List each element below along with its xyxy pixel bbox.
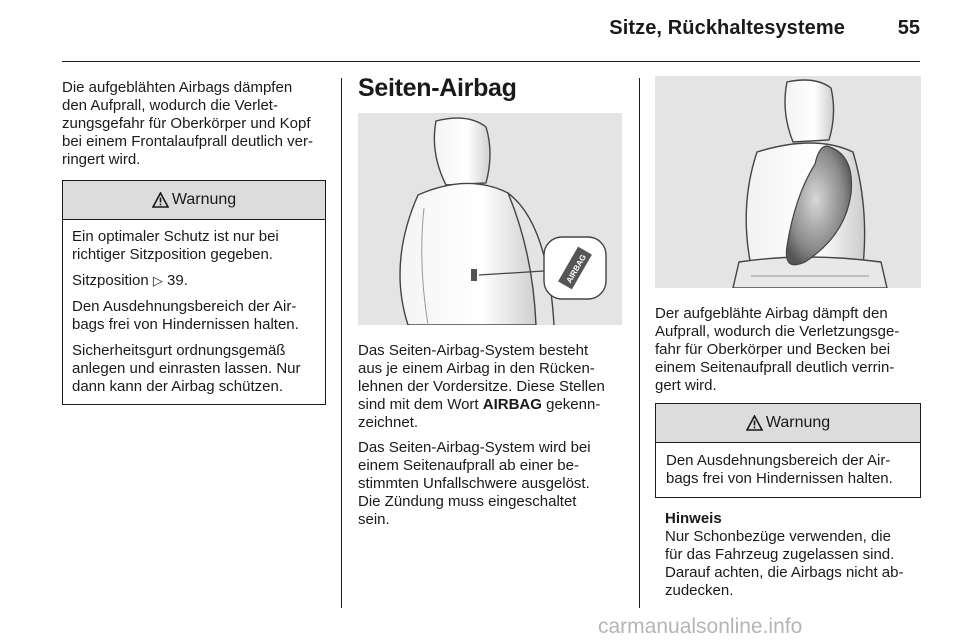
page-number: 55: [897, 17, 920, 39]
warning-title: Warnung: [171, 191, 237, 208]
seat-airbag-label-figure: [358, 113, 622, 325]
seiten-airbag-description: [358, 342, 626, 529]
warning-icon: [152, 192, 169, 208]
warning-paragraph: Den Ausdehnungsbereich der Air- bags frei von Hindernissen halten.: [666, 452, 893, 487]
section-title: Seiten-Airbag: [358, 74, 517, 102]
note-block: [655, 510, 921, 600]
crossref-arrow-icon: ▷: [152, 273, 163, 288]
seat-label-marker: [471, 269, 477, 281]
warning-paragraph: Sicherheitsgurt ordnungsgemäß anlegen und einrasten lassen. Nur dann kann der Airbag schützen.: [72, 342, 301, 395]
warning-body: [63, 220, 325, 404]
airbag-keyword: AIRBAG: [482, 396, 542, 413]
warning-header: [656, 404, 920, 443]
note-paragraph: Nur Schonbezüge verwenden, die für das Fahrzeug zugelassen sind. Darauf achten, die Airbags nicht ab- zudecken.: [665, 528, 904, 599]
figure-airbag-label: AIRBAG: [564, 252, 589, 285]
warning-header: [63, 181, 325, 220]
intro-paragraph: Die aufgeblähten Airbags dämpfen den Aufprall, wodurch die Verlet- zungsgefahr für Oberkörper und Kopf bei einem Frontalaufprall deutlich ver- ringert wird.: [62, 79, 313, 168]
warning-paragraph-crossref: Sitzposition ▷ 39.: [72, 272, 188, 289]
warning-box: [62, 180, 326, 405]
watermark: carmanualsonline.info: [598, 615, 803, 638]
crossref-page-link[interactable]: 39.: [167, 272, 188, 289]
paragraph: Das Seiten-Airbag-System besteht aus je einem Airbag in den Rücken- lehnen der Vordersitze. Diese Stellen sind mit dem Wort AIRBAG gekenn- zeichnet.: [358, 342, 605, 431]
warning-icon: [746, 415, 763, 431]
section-header-title: Sitze, Rückhaltesysteme: [609, 17, 845, 39]
column-divider: [639, 78, 640, 608]
warning-body: [656, 443, 920, 497]
warning-box: [655, 403, 921, 498]
warning-paragraph: Ein optimaler Schutz ist nur bei richtiger Sitzposition gegeben.: [72, 228, 279, 263]
column-divider: [341, 78, 342, 608]
warning-paragraph: Den Ausdehnungsbereich der Air- bags frei von Hindernissen halten.: [72, 298, 299, 333]
paragraph: Das Seiten-Airbag-System wird bei einem Seitenaufprall ab einer be- stimmten Unfallschwere ausgelöst. Die Zündung muss eingeschaltet sein.: [358, 439, 591, 528]
caption-paragraph: Der aufgeblähte Airbag dämpft den Aufprall, wodurch die Verletzungsge- fahr für Oberkörper und Becken bei einem Seitenaufprall deutlich verrin- gert wird.: [655, 305, 900, 394]
note-title: Hinweis: [665, 510, 722, 527]
column-middle: [358, 74, 626, 529]
warning-title: Warnung: [765, 414, 831, 431]
inflated-airbag-figure: [655, 76, 921, 288]
column-right: [655, 76, 921, 600]
column-left: [62, 79, 326, 405]
header-rule: [62, 61, 920, 62]
